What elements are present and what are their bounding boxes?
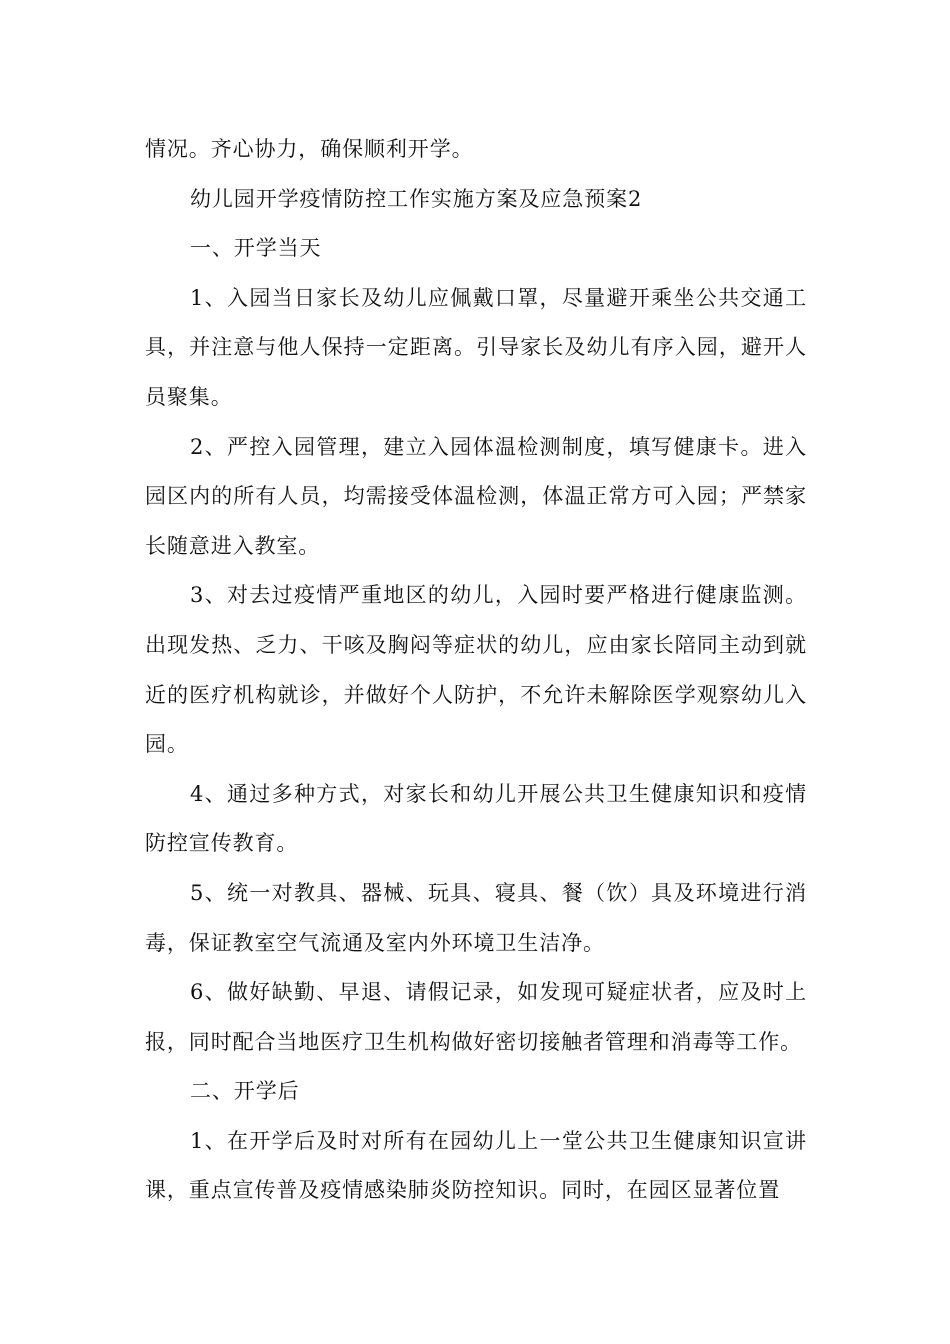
paragraph-item-4: 4、通过多种方式，对家长和幼儿开展公共卫生健康知识和疫情防控宣传教育。 xyxy=(145,781,807,856)
paragraph-item-3: 3、对去过疫情严重地区的幼儿，入园时要严格进行健康监测。出现发热、乏力、干咳及胸闷等症状的幼儿，应由家长陪同主动到就近的医疗机构就诊，并做好个人防护，不允许未解除医学观察幼儿入园。 xyxy=(145,583,807,757)
document-body xyxy=(145,125,807,1216)
paragraph-item-6: 6、做好缺勤、早退、请假记录，如发现可疑症状者，应及时上报，同时配合当地医疗卫生机构做好密切接触者管理和消毒等工作。 xyxy=(145,980,807,1054)
heading-first-day: 一、开学当天 xyxy=(190,236,322,261)
paragraph-item-2: 2、严控入园管理，建立入园体温检测制度，填写健康卡。进入园区内的所有人员，均需接受体温检测，体温正常方可入园；严禁家长随意进入教室。 xyxy=(145,434,807,558)
paragraph-item-5: 5、统一对教具、器械、玩具、寝具、餐（饮）具及环境进行消毒，保证教室空气流通及室内外环境卫生洁净。 xyxy=(145,880,807,955)
paragraph-after-item-1: 1、在开学后及时对所有在园幼儿上一堂公共卫生健康知识宣讲课，重点宣传普及疫情感染肺炎防控知识。同时，在园区显著位置 xyxy=(145,1128,807,1203)
paragraph-item-1: 1、入园当日家长及幼儿应佩戴口罩，尽量避开乘坐公共交通工具，并注意与他人保持一定距离。引导家长及幼儿有序入园，避开人员聚集。 xyxy=(145,285,807,409)
heading-after-opening: 二、开学后 xyxy=(190,1079,300,1104)
section-title: 幼儿园开学疫情防控工作实施方案及应急预案2 xyxy=(190,186,643,211)
paragraph-continuation: 情况。齐心协力，确保顺利开学。 xyxy=(145,137,474,161)
